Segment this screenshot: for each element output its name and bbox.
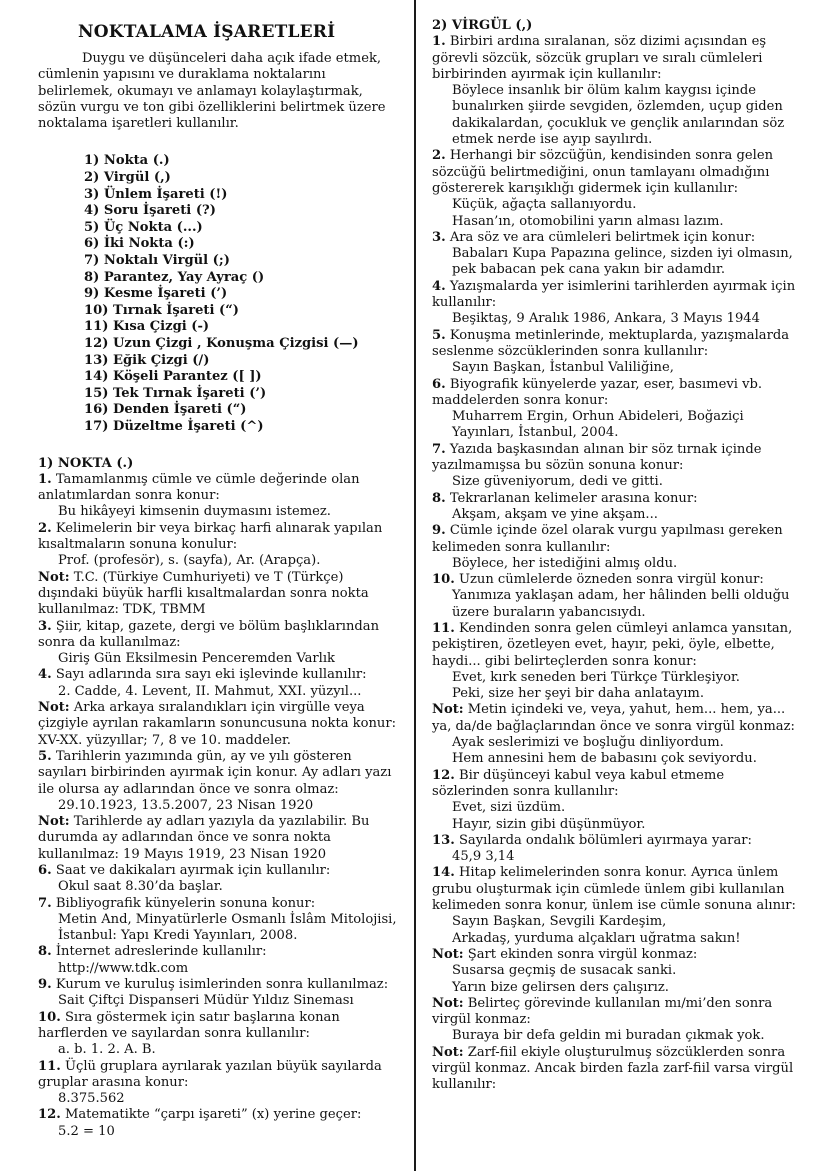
rule-text: Bibliyografik künyelerin sonuna konur: — [55, 895, 316, 911]
rule-text: Herhangi bir sözcüğün, kendisinden sonra gelen sözcüğü belirtmediğini, onun tamlayanı olmadığını göstererek karışıklığı gidermek için kullanılır: — [432, 148, 774, 196]
toc-item: 10) Tırnak İşareti (“) — [84, 302, 239, 318]
rule-number: 6. — [432, 376, 446, 392]
rule-text: Zarf-fiil ekiyle oluşturulmuş sözcüklerden sonra virgül konmaz. Ancak birden fazla zarf-fiil varsa virgül kullanılır: — [432, 1044, 794, 1093]
example-text: Muharrem Ergin, Orhun Abideleri, Boğaziçi Yayınları, İstanbul, 2004. — [452, 409, 744, 441]
rule-number: 11. — [432, 620, 455, 636]
rule-text: Kendinden sonra gelen cümleyi anlamca yansıtan, pekiştiren, özetleyen evet, hayır, peki, öyle, elbette, haydi... gibi belirteçlerden sonra konur: — [432, 620, 793, 669]
rule-text: Sıra göstermek için satır başlarına konan harflerden ve sayılardan sonra kullanılır: — [38, 1009, 340, 1041]
note-label: Not: — [432, 995, 464, 1011]
rule-item — [38, 619, 403, 652]
rule-text: Sayılarda ondalık bölümleri ayırmaya yarar: — [458, 832, 752, 848]
rule-number: 10. — [38, 1009, 61, 1025]
rule-number: 1. — [432, 34, 446, 50]
example-text: Sait Çiftçi Dispanseri Müdür Yıldız Sineması — [58, 993, 354, 1009]
rule-text: Biyografik künyelerde yazar, eser, basımevi vb. maddelerden sonra konur: — [432, 376, 763, 408]
rule-text: Cümle içinde özel olarak vurgu yapılması gereken kelimeden sonra kullanılır: — [432, 523, 783, 555]
rule-text: Sayı adlarında sıra sayı eki işlevinde kullanılır: — [55, 667, 367, 683]
rule-text: Tarihlerin yazımında gün, ay ve yılı gösteren sayıları birbirinden ayırmak için konur. Ay adları yazı ile olursa ay adlarından önce ve sonra olmaz: — [38, 748, 392, 797]
example-text: Ayak seslerimizi ve boşluğu dinliyordum. — [452, 735, 724, 751]
rule-number: 5. — [432, 327, 446, 343]
rule-number: 3. — [38, 618, 52, 634]
section-title-virgul: 2) VİRGÜL (,) — [432, 18, 533, 33]
rule-item — [432, 148, 804, 197]
rule-item — [432, 377, 804, 410]
example-text: Küçük, ağaçta sallanıyordu. — [452, 197, 637, 213]
toc-item: 3) Ünlem İşareti (!) — [84, 186, 228, 202]
toc-item: 8) Parantez, Yay Ayraç () — [84, 269, 265, 285]
example-text: 5.2 = 10 — [58, 1123, 115, 1139]
note-item — [38, 700, 403, 749]
rule-number: 7. — [432, 441, 446, 457]
rule-number: 1. — [38, 471, 52, 487]
toc-item: 6) İki Nokta (:) — [84, 236, 195, 252]
rule-text: T.C. (Türkiye Cumhuriyeti) ve T (Türkçe) dışındaki büyük harfli kısaltmalardan sonra nokta kullanılmaz: TDK, TBMM — [38, 569, 369, 618]
note-label: Not: — [38, 700, 70, 716]
note-item — [38, 814, 403, 863]
rule-text: Hitap kelimelerinden sonra konur. Ayrıca ünlem grubu oluşturmak için cümlede ünlem gibi kullanılan kelimeden sonra konur, ünlem ise cümle sonuna alınır: — [432, 865, 796, 914]
rule-item — [38, 1059, 403, 1092]
note-label: Not: — [432, 1044, 464, 1060]
toc-item: 2) Virgül (,) — [84, 170, 171, 186]
rule-text: Tamamlanmış cümle ve cümle değerinde olan anlatımlardan sonra konur: — [38, 471, 360, 504]
rule-text: Metin içindeki ve, veya, yahut, hem... hem, ya... ya, da/de bağlaçlarından önce ve sonra virgül konmaz: — [432, 702, 795, 734]
rule-text: Uzun cümlelerde özneden sonra virgül konur: — [458, 572, 764, 588]
rule-item — [432, 833, 804, 849]
rule-number: 2. — [432, 148, 446, 164]
page-title: NOKTALAMA İŞARETLERİ — [78, 22, 336, 42]
note-label: Not: — [432, 702, 464, 718]
rule-text: Kurum ve kuruluş isimlerinden sonra kullanılmaz: — [55, 977, 389, 993]
rule-item — [38, 977, 403, 993]
example-text: Sayın Başkan, Sevgili Kardeşim, — [452, 914, 667, 930]
example-text: Size güveniyorum, dedi ve gitti. — [452, 474, 663, 490]
note-item — [432, 1045, 804, 1094]
rule-number: 9. — [38, 977, 52, 993]
rule-item — [432, 768, 804, 801]
rule-text: Kelimelerin bir veya birkaç harfi alınarak yapılan kısaltmaların sonuna konulur: — [38, 520, 383, 553]
rule-item — [432, 621, 804, 670]
example-text: http://www.tdk.com — [58, 960, 189, 976]
toc-item: 4) Soru İşareti (?) — [84, 203, 216, 219]
rule-number: 5. — [38, 748, 52, 764]
example-text: Babaları Kupa Papazına gelince, sizden iyi olmasın, pek babacan pek cana yakın bir adamdır. — [452, 246, 793, 278]
rule-item — [38, 1010, 403, 1043]
rule-item — [38, 521, 403, 554]
example-text: Evet, kırk seneden beri Türkçe Türkleşiyor. — [452, 669, 740, 685]
example-text: a. b. 1. 2. A. B. — [58, 1042, 156, 1058]
example-text: Okul saat 8.30’da başlar. — [58, 879, 223, 895]
rule-item — [38, 667, 403, 683]
rule-text: Tekrarlanan kelimeler arasına konur: — [449, 490, 698, 506]
example-text: Yanımıza yaklaşan adam, her hâlinden belli olduğu üzere buraların yabancısıydı. — [452, 588, 790, 620]
note-label: Not: — [38, 814, 70, 830]
rule-number: 11. — [38, 1058, 61, 1074]
rule-text: Yazışmalarda yer isimlerini tarihlerden ayırmak için kullanılır: — [432, 278, 796, 311]
rule-number: 13. — [432, 832, 455, 848]
toc-item: 14) Köşeli Parantez ([ ]) — [84, 369, 262, 385]
example-text: Akşam, akşam ve yine akşam... — [452, 506, 658, 522]
rule-item — [38, 1107, 403, 1123]
rule-item — [432, 523, 804, 556]
rule-item — [432, 34, 804, 83]
rule-number: 12. — [432, 767, 455, 783]
rule-text: Şiir, kitap, gazete, dergi ve bölüm başlıklarından sonra da kullanılmaz: — [38, 618, 380, 650]
rule-number: 8. — [38, 944, 52, 960]
note-item — [432, 702, 804, 735]
rule-number: 14. — [432, 865, 455, 881]
example-text: Buraya bir defa geldin mi buradan çıkmak yok. — [452, 1028, 765, 1044]
rule-item — [38, 944, 403, 960]
rule-text: İnternet adreslerinde kullanılır: — [55, 944, 267, 960]
rule-number: 6. — [38, 863, 52, 878]
toc-item: 1) Nokta (.) — [84, 153, 170, 169]
rule-number: 4. — [38, 667, 52, 683]
toc-list — [84, 153, 403, 435]
example-text: Hasan’ın, otomobilini yarın alması lazım. — [452, 213, 724, 229]
example-text: Peki, size her şeyi bir daha anlatayım. — [452, 686, 704, 702]
rule-item — [432, 442, 804, 475]
example-text: Hayır, sizin gibi düşünmüyor. — [452, 816, 646, 832]
example-text: 45,9 3,14 — [452, 849, 515, 865]
rule-text: Arka arkaya sıralandıkları için virgülle veya çizgiyle ayrılan rakamların sonuncusuna nokta konur: XV-XX. yüzyıllar; 7, 8 ve 10. maddeler. — [38, 700, 397, 748]
example-text: Hem annesini hem de babasını çok seviyordu. — [452, 751, 757, 767]
rule-item — [432, 230, 804, 246]
virgul-rules — [432, 34, 804, 1093]
toc-item: 11) Kısa Çizgi (-) — [84, 319, 210, 335]
rule-number: 9. — [432, 523, 446, 539]
rule-text: Saat ve dakikaları ayırmak için kullanılır: — [55, 863, 331, 878]
note-item — [432, 996, 804, 1029]
rule-text: Şart ekinden sonra virgül konmaz: — [467, 946, 698, 962]
rule-text: Matematikte “çarpı işareti” (x) yerine geçer: — [64, 1107, 362, 1123]
example-text: Bu hikâyeyi kimsenin duymasını istemez. — [58, 504, 331, 520]
rule-number: 7. — [38, 895, 52, 911]
example-text: Susarsa geçmiş de susacak sanki. — [452, 963, 677, 979]
rule-item — [432, 491, 804, 507]
nokta-rules — [38, 472, 403, 1140]
toc-item: 9) Kesme İşareti (’) — [84, 286, 228, 302]
intro-paragraph: Duygu ve düşünceleri daha açık ifade etmek, cümlenin yapısını ve duraklama noktalarını belirlemek, okumayı ve anlamayı kolaylaştırmak, sözün vurgu ve ton gibi özelliklerini belirtmek üzere noktalama işaretleri kullanılır. — [38, 51, 386, 132]
toc-item: 17) Düzeltme İşareti (^) — [84, 418, 264, 434]
rule-text: Yazıda başkasından alınan bir söz tırnak içinde yazılmamışsa bu sözün sonuna konur: — [432, 441, 762, 474]
rule-text: Üçlü gruplara ayrılarak yazılan büyük sayılarda gruplar arasına konur: — [38, 1058, 382, 1090]
rule-text: Ara söz ve ara cümleleri belirtmek için konur: — [449, 229, 756, 245]
rule-item — [38, 863, 403, 879]
toc-item: 12) Uzun Çizgi , Konuşma Çizgisi (—) — [84, 336, 359, 352]
example-text: 29.10.1923, 13.5.2007, 23 Nisan 1920 — [58, 797, 314, 813]
rule-text: Tarihlerde ay adları yazıyla da yazılabilir. Bu durumda ay adlarından önce ve sonra nokta kullanılmaz: 19 Mayıs 1919, 23 Nisan 1920 — [38, 814, 370, 862]
rule-item — [432, 865, 804, 914]
rule-number: 10. — [432, 572, 455, 588]
rule-text: Konuşma metinlerinde, mektuplarda, yazışmalarda seslenme sözcüklerinden sonra kullanılır: — [432, 327, 790, 359]
toc-item: 5) Üç Nokta (...) — [84, 219, 203, 235]
right-column — [432, 18, 804, 1094]
section-title-nokta: 1) NOKTA (.) — [38, 455, 134, 471]
rule-number: 3. — [432, 229, 446, 245]
example-text: 8.375.562 — [58, 1091, 125, 1107]
example-text: Beşiktaş, 9 Aralık 1986, Ankara, 3 Mayıs 1944 — [452, 311, 760, 327]
note-item — [38, 570, 403, 619]
note-label: Not: — [432, 946, 464, 962]
rule-item — [38, 896, 403, 912]
example-text: 2. Cadde, 4. Levent, II. Mahmut, XXI. yüzyıl... — [58, 683, 362, 699]
toc-item: 16) Denden İşareti (“) — [84, 402, 247, 418]
rule-item — [432, 279, 804, 312]
note-item — [432, 947, 804, 963]
example-text: Yarın bize gelirsen ders çalışırız. — [452, 979, 669, 995]
rule-number: 2. — [38, 520, 52, 536]
example-text: Giriş Gün Eksilmesin Penceremden Varlık — [58, 651, 335, 667]
toc-item: 13) Eğik Çizgi (/) — [84, 352, 210, 368]
rule-number: 12. — [38, 1107, 61, 1123]
rule-item — [432, 572, 804, 588]
rule-item — [432, 328, 804, 361]
column-divider — [414, 0, 416, 1171]
rule-text: Belirteç görevinde kullanılan mı/mi’den sonra virgül konmaz: — [432, 995, 773, 1028]
rule-text: Birbiri ardına sıralanan, söz dizimi açısından eş görevli sözcük, sözcük grupları ve sıralı cümleleri birbirinden ayırmak için kullanılır: — [432, 34, 767, 82]
rule-number: 4. — [432, 278, 446, 294]
rule-text: Bir düşünceyi kabul veya kabul etmeme sözlerinden sonra kullanılır: — [432, 767, 725, 799]
rule-item — [38, 472, 403, 505]
toc-item: 15) Tek Tırnak İşareti (’) — [84, 385, 267, 401]
example-text: Metin And, Minyatürlerle Osmanlı İslâm Mitolojisi, İstanbul: Yapı Kredi Yayınları, 2008. — [58, 911, 397, 944]
note-label: Not: — [38, 569, 70, 585]
rule-number: 8. — [432, 490, 446, 506]
example-text: Arkadaş, yurduma alçakları uğratma sakın! — [452, 930, 741, 946]
toc-item: 7) Noktalı Virgül (;) — [84, 253, 230, 269]
left-column — [38, 18, 403, 1140]
rule-item — [38, 749, 403, 798]
example-text: Böylece insanlık bir ölüm kalım kaygısı içinde bunalırken şiirde sevgiden, özlemden, uçup giden dakikalardan, çocukluk ve gençlik anılarından söz etmek nerde ise ayıp sayılırdı. — [452, 83, 785, 148]
example-text: Sayın Başkan, İstanbul Valiliğine, — [452, 360, 674, 376]
example-text: Prof. (profesör), s. (sayfa), Ar. (Arapça). — [58, 553, 321, 569]
example-text: Evet, sizi üzdüm. — [452, 800, 566, 816]
example-text: Böylece, her istediğini almış oldu. — [452, 555, 678, 571]
